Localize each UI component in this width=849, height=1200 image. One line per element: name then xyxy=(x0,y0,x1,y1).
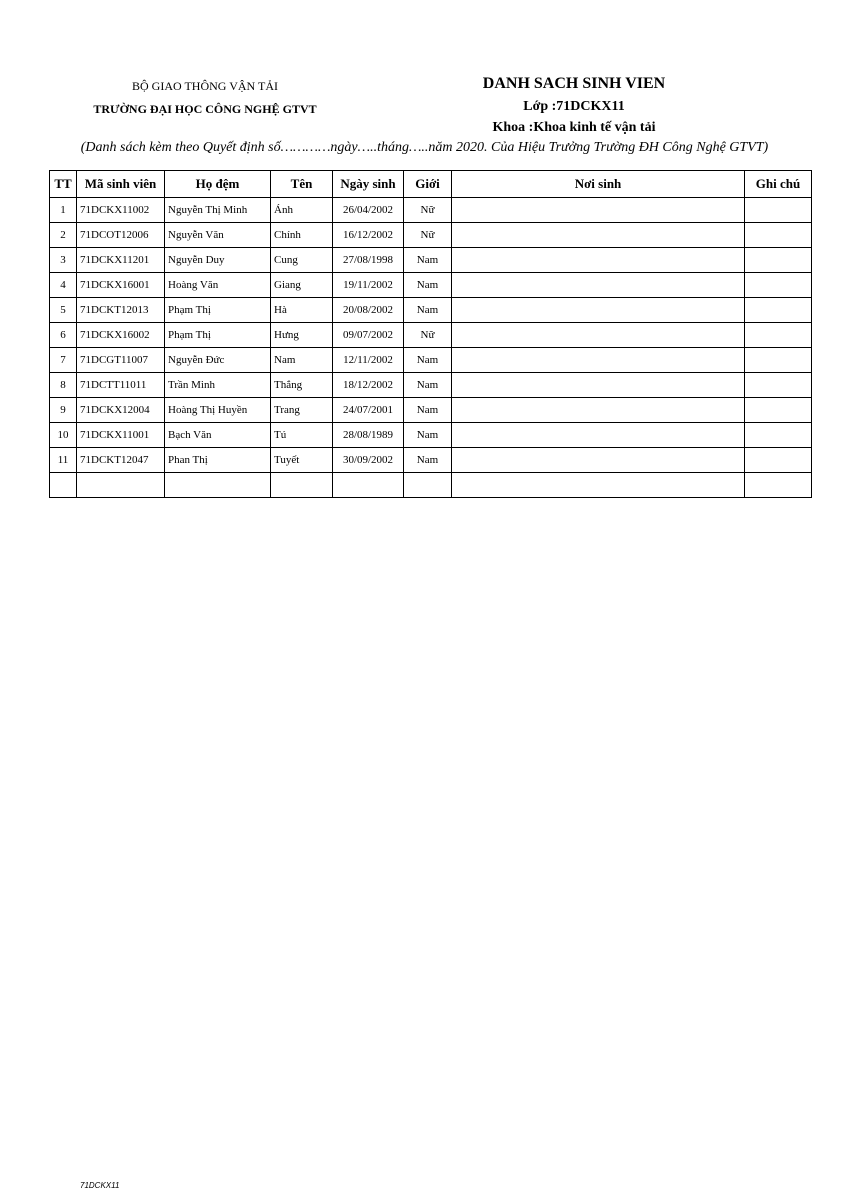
cell-birth-date: 20/08/2002 xyxy=(333,298,404,323)
cell-gender: Nam xyxy=(404,423,452,448)
cell-student-id: 71DCKT12047 xyxy=(77,448,165,473)
cell-gender: Nam xyxy=(404,398,452,423)
cell-surname: Phạm Thị xyxy=(165,298,271,323)
cell-gender: Nam xyxy=(404,448,452,473)
student-table xyxy=(49,170,812,498)
cell-surname: Hoàng Thị Huyền xyxy=(165,398,271,423)
table-row xyxy=(50,323,812,348)
cell-birth-date: 24/07/2001 xyxy=(333,398,404,423)
col-header-gender: Giới xyxy=(404,171,452,198)
cell-surname xyxy=(165,473,271,498)
cell-tt xyxy=(50,473,77,498)
cell-notes xyxy=(745,273,812,298)
cell-tt: 9 xyxy=(50,398,77,423)
cell-student-id: 71DCKX16001 xyxy=(77,273,165,298)
cell-birthplace xyxy=(452,473,745,498)
col-header-tt: TT xyxy=(50,171,77,198)
cell-birth-date xyxy=(333,473,404,498)
cell-notes xyxy=(745,248,812,273)
cell-gender: Nữ xyxy=(404,323,452,348)
table-row xyxy=(50,273,812,298)
cell-student-id: 71DCKX16002 xyxy=(77,323,165,348)
cell-gender: Nam xyxy=(404,373,452,398)
cell-given-name: Tuyết xyxy=(271,448,333,473)
cell-surname: Phan Thị xyxy=(165,448,271,473)
ministry-name: BỘ GIAO THÔNG VẬN TẢI xyxy=(132,79,278,93)
cell-notes xyxy=(745,448,812,473)
cell-tt: 3 xyxy=(50,248,77,273)
cell-notes xyxy=(745,348,812,373)
cell-student-id: 71DCTT11011 xyxy=(77,373,165,398)
cell-given-name: Thắng xyxy=(271,373,333,398)
table-row xyxy=(50,423,812,448)
footer-code: 71DCKX11 xyxy=(80,1181,120,1190)
cell-birthplace xyxy=(452,298,745,323)
cell-notes xyxy=(745,298,812,323)
cell-given-name: Hưng xyxy=(271,323,333,348)
cell-given-name: Hà xyxy=(271,298,333,323)
cell-notes xyxy=(745,473,812,498)
cell-birth-date: 09/07/2002 xyxy=(333,323,404,348)
cell-given-name: Ánh xyxy=(271,198,333,223)
cell-notes xyxy=(745,398,812,423)
cell-birthplace xyxy=(452,198,745,223)
cell-notes xyxy=(745,223,812,248)
cell-birth-date: 16/12/2002 xyxy=(333,223,404,248)
cell-surname: Hoàng Văn xyxy=(165,273,271,298)
cell-tt: 7 xyxy=(50,348,77,373)
cell-tt: 2 xyxy=(50,223,77,248)
cell-given-name: Chính xyxy=(271,223,333,248)
cell-gender xyxy=(404,473,452,498)
cell-given-name: Nam xyxy=(271,348,333,373)
cell-birth-date: 30/09/2002 xyxy=(333,448,404,473)
table-row xyxy=(50,473,812,498)
cell-tt: 4 xyxy=(50,273,77,298)
table-row xyxy=(50,398,812,423)
table-row xyxy=(50,298,812,323)
cell-birthplace xyxy=(452,248,745,273)
col-header-student-id: Mã sinh viên xyxy=(77,171,165,198)
cell-notes xyxy=(745,423,812,448)
cell-surname: Trần Minh xyxy=(165,373,271,398)
table-row xyxy=(50,248,812,273)
cell-birthplace xyxy=(452,398,745,423)
cell-birth-date: 19/11/2002 xyxy=(333,273,404,298)
cell-birth-date: 26/04/2002 xyxy=(333,198,404,223)
cell-surname: Nguyễn Duy xyxy=(165,248,271,273)
table-row xyxy=(50,223,812,248)
col-header-surname: Họ đệm xyxy=(165,171,271,198)
cell-gender: Nam xyxy=(404,298,452,323)
cell-birthplace xyxy=(452,223,745,248)
cell-student-id: 71DCKX11001 xyxy=(77,423,165,448)
cell-birthplace xyxy=(452,373,745,398)
cell-student-id: 71DCGT11007 xyxy=(77,348,165,373)
cell-gender: Nam xyxy=(404,248,452,273)
cell-birthplace xyxy=(452,273,745,298)
cell-student-id: 71DCKT12013 xyxy=(77,298,165,323)
class-line: Lớp :71DCKX11 xyxy=(523,99,625,114)
cell-surname: Nguyễn Đức xyxy=(165,348,271,373)
cell-given-name: Giang xyxy=(271,273,333,298)
table-body xyxy=(50,198,812,498)
cell-birth-date: 12/11/2002 xyxy=(333,348,404,373)
col-header-notes: Ghi chú xyxy=(745,171,812,198)
cell-gender: Nam xyxy=(404,348,452,373)
cell-gender: Nữ xyxy=(404,198,452,223)
cell-given-name: Cung xyxy=(271,248,333,273)
cell-notes xyxy=(745,323,812,348)
cell-student-id: 71DCOT12006 xyxy=(77,223,165,248)
cell-gender: Nữ xyxy=(404,223,452,248)
cell-tt: 5 xyxy=(50,298,77,323)
table-header-row xyxy=(50,171,812,198)
cell-surname: Phạm Thị xyxy=(165,323,271,348)
table-row xyxy=(50,348,812,373)
decision-note: (Danh sách kèm theo Quyết định số…………ngày…..tháng…..năm 2020. Của Hiệu Trưởng Trường ĐH Công Nghệ GTVT) xyxy=(80,140,769,155)
cell-birthplace xyxy=(452,423,745,448)
cell-birth-date: 27/08/1998 xyxy=(333,248,404,273)
cell-surname: Bạch Văn xyxy=(165,423,271,448)
cell-surname: Nguyễn Văn xyxy=(165,223,271,248)
cell-tt: 6 xyxy=(50,323,77,348)
table-row xyxy=(50,448,812,473)
cell-birthplace xyxy=(452,323,745,348)
cell-student-id: 71DCKX11201 xyxy=(77,248,165,273)
cell-gender: Nam xyxy=(404,273,452,298)
cell-tt: 1 xyxy=(50,198,77,223)
document-title: DANH SACH SINH VIEN xyxy=(482,75,666,92)
cell-given-name: Tú xyxy=(271,423,333,448)
faculty-line: Khoa :Khoa kinh tế vận tải xyxy=(492,120,656,135)
cell-tt: 11 xyxy=(50,448,77,473)
cell-tt: 8 xyxy=(50,373,77,398)
cell-surname: Nguyễn Thị Minh xyxy=(165,198,271,223)
cell-notes xyxy=(745,198,812,223)
col-header-given-name: Tên xyxy=(271,171,333,198)
table-row xyxy=(50,198,812,223)
cell-student-id: 71DCKX12004 xyxy=(77,398,165,423)
cell-birth-date: 28/08/1989 xyxy=(333,423,404,448)
cell-notes xyxy=(745,373,812,398)
cell-birth-date: 18/12/2002 xyxy=(333,373,404,398)
col-header-birth-date: Ngày sinh xyxy=(333,171,404,198)
table-row xyxy=(50,373,812,398)
cell-given-name: Trang xyxy=(271,398,333,423)
col-header-birthplace: Nơi sinh xyxy=(452,171,745,198)
university-name: TRƯỜNG ĐẠI HỌC CÔNG NGHỆ GTVT xyxy=(93,102,317,116)
cell-tt: 10 xyxy=(50,423,77,448)
cell-birthplace xyxy=(452,448,745,473)
cell-given-name xyxy=(271,473,333,498)
cell-birthplace xyxy=(452,348,745,373)
cell-student-id xyxy=(77,473,165,498)
cell-student-id: 71DCKX11002 xyxy=(77,198,165,223)
